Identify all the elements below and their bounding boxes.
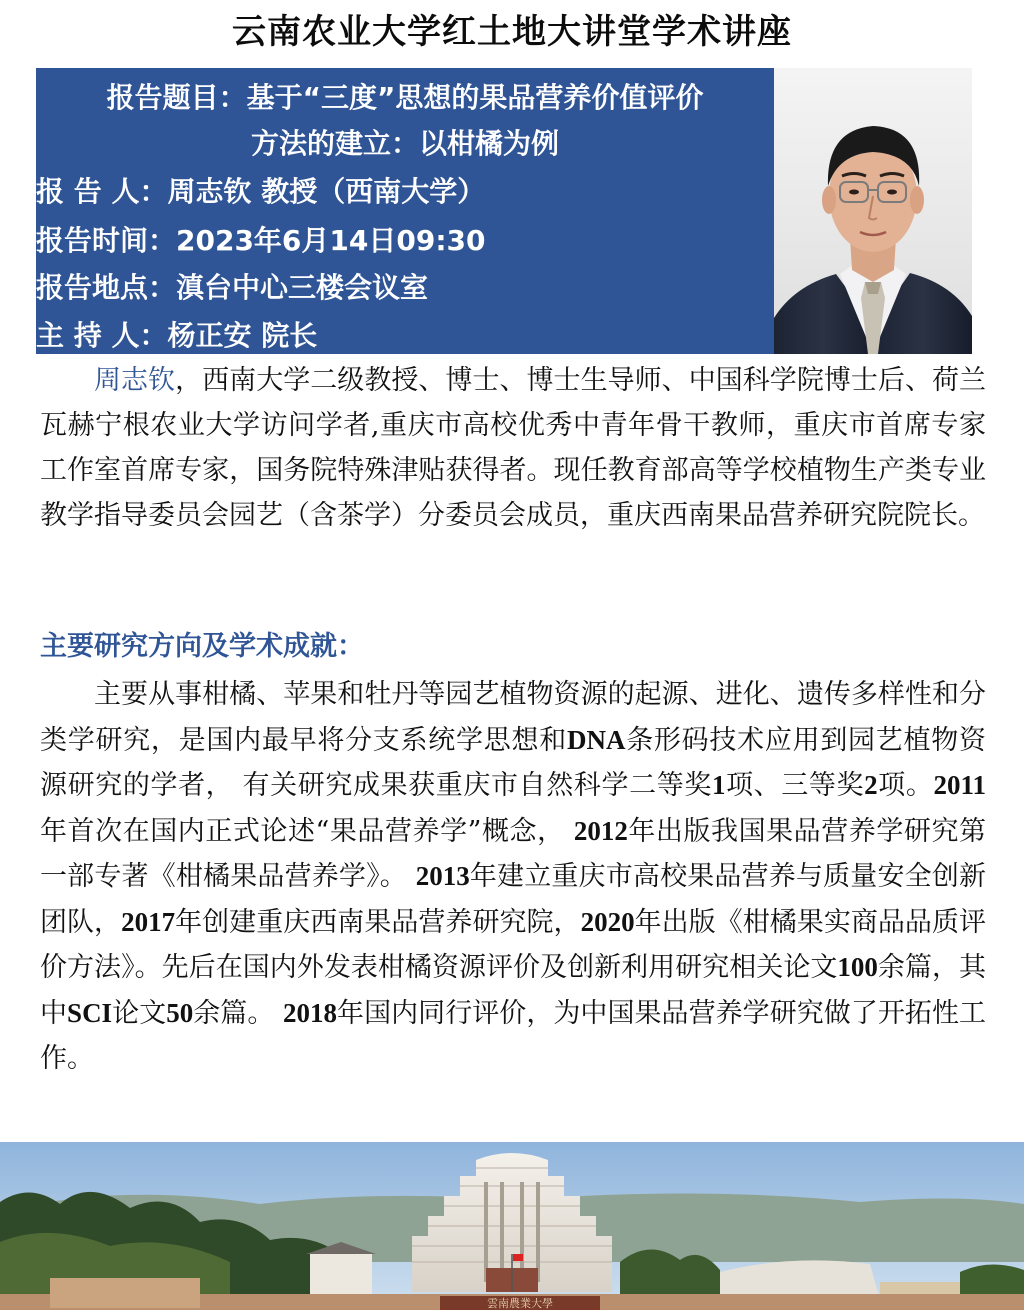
research-text: 余篇，其中 (40, 952, 987, 1029)
research-text: 条形码技术应用到园艺植物资源研究的学者， 有关研究成果获重庆市自然科学二等奖 (40, 724, 986, 801)
research-text: 年国内同行评价，为中国果品营养学研究做了开拓性工作。 (40, 997, 986, 1074)
lecture-info-box (36, 68, 774, 354)
research-number: 2 (864, 770, 878, 800)
research-term: SCI (67, 997, 113, 1028)
speaker-photo (774, 68, 972, 354)
research-year: 2013 (415, 861, 470, 891)
topic-line-1: 报告题目：基于“三度”思想的果品营养价值评价 (106, 81, 704, 114)
research-text: 项、三等奖 (725, 770, 865, 801)
topic-line-2: 方法的建立：以柑橘为例 (250, 127, 559, 160)
host-line: 主 持 人：杨正安 院长 (36, 319, 318, 352)
research-number: 50 (166, 997, 194, 1028)
campus-sign-text: 雲南農業大學 (487, 1297, 553, 1310)
place-line: 报告地点：滇台中心三楼会议室 (36, 271, 429, 304)
campus-building-image (0, 1142, 1024, 1310)
research-text: 项。 (877, 770, 934, 801)
time-line: 报告时间：2023年6月14日09:30 (36, 224, 486, 257)
research-text: 主要从事柑橘、苹果和牡丹等园艺植物资源的起源、进化、遗传多样性和分类学研究，是国内最早将分支系统学思想和 (40, 679, 986, 756)
research-paragraph (40, 672, 986, 1082)
research-text: 年出版我国果品营养学研究第一部专著《柑橘果品营养学》。 (40, 815, 986, 892)
research-year: 2020 (580, 906, 635, 937)
research-text: 余篇。 (193, 997, 283, 1029)
research-year: 2017 (121, 906, 176, 937)
research-term: DNA (566, 724, 626, 755)
speaker-name: 周志钦 (94, 365, 176, 396)
research-number: 1 (711, 770, 726, 800)
research-text: 年创建重庆西南果品营养研究院， (175, 906, 581, 938)
speaker-line: 报 告 人：周志钦 教授（西南大学） (36, 175, 486, 208)
research-year: 2011 (933, 770, 986, 800)
research-text: 论文 (112, 997, 167, 1029)
campus-photo (0, 1142, 1024, 1310)
research-year: 2012 (573, 815, 628, 846)
research-text: 年出版《柑橘果实商品品质评价方法》。先后在国内外发表柑橘资源评价及创新利用研究相关论文 (40, 906, 986, 983)
research-text: 年建立重庆市高校果品营养与质量安全创新团队， (40, 861, 986, 938)
research-text: 年首次在国内正式论述“果品营养学”概念， (40, 815, 574, 847)
research-year: 2018 (283, 997, 337, 1028)
biography-text: ，西南大学二级教授、博士、博士生导师、中国科学院博士后、荷兰瓦赫宁根农业大学访问学者,重庆市高校优秀中青年骨干教师，重庆市首席专家工作室首席专家，国务院特殊津贴获得者。现任教育部高等学校植物生产类专业教学指导委员会园艺（含茶学）分委员会成员，重庆西南果品营养研究院院长。 (40, 365, 987, 531)
page-title: 云南农业大学红土地大讲堂学术讲座 (232, 12, 792, 52)
research-number: 100 (837, 952, 878, 982)
speaker-biography (40, 358, 986, 538)
speaker-portrait-image (774, 68, 972, 354)
research-heading: 主要研究方向及学术成就： (40, 631, 364, 662)
